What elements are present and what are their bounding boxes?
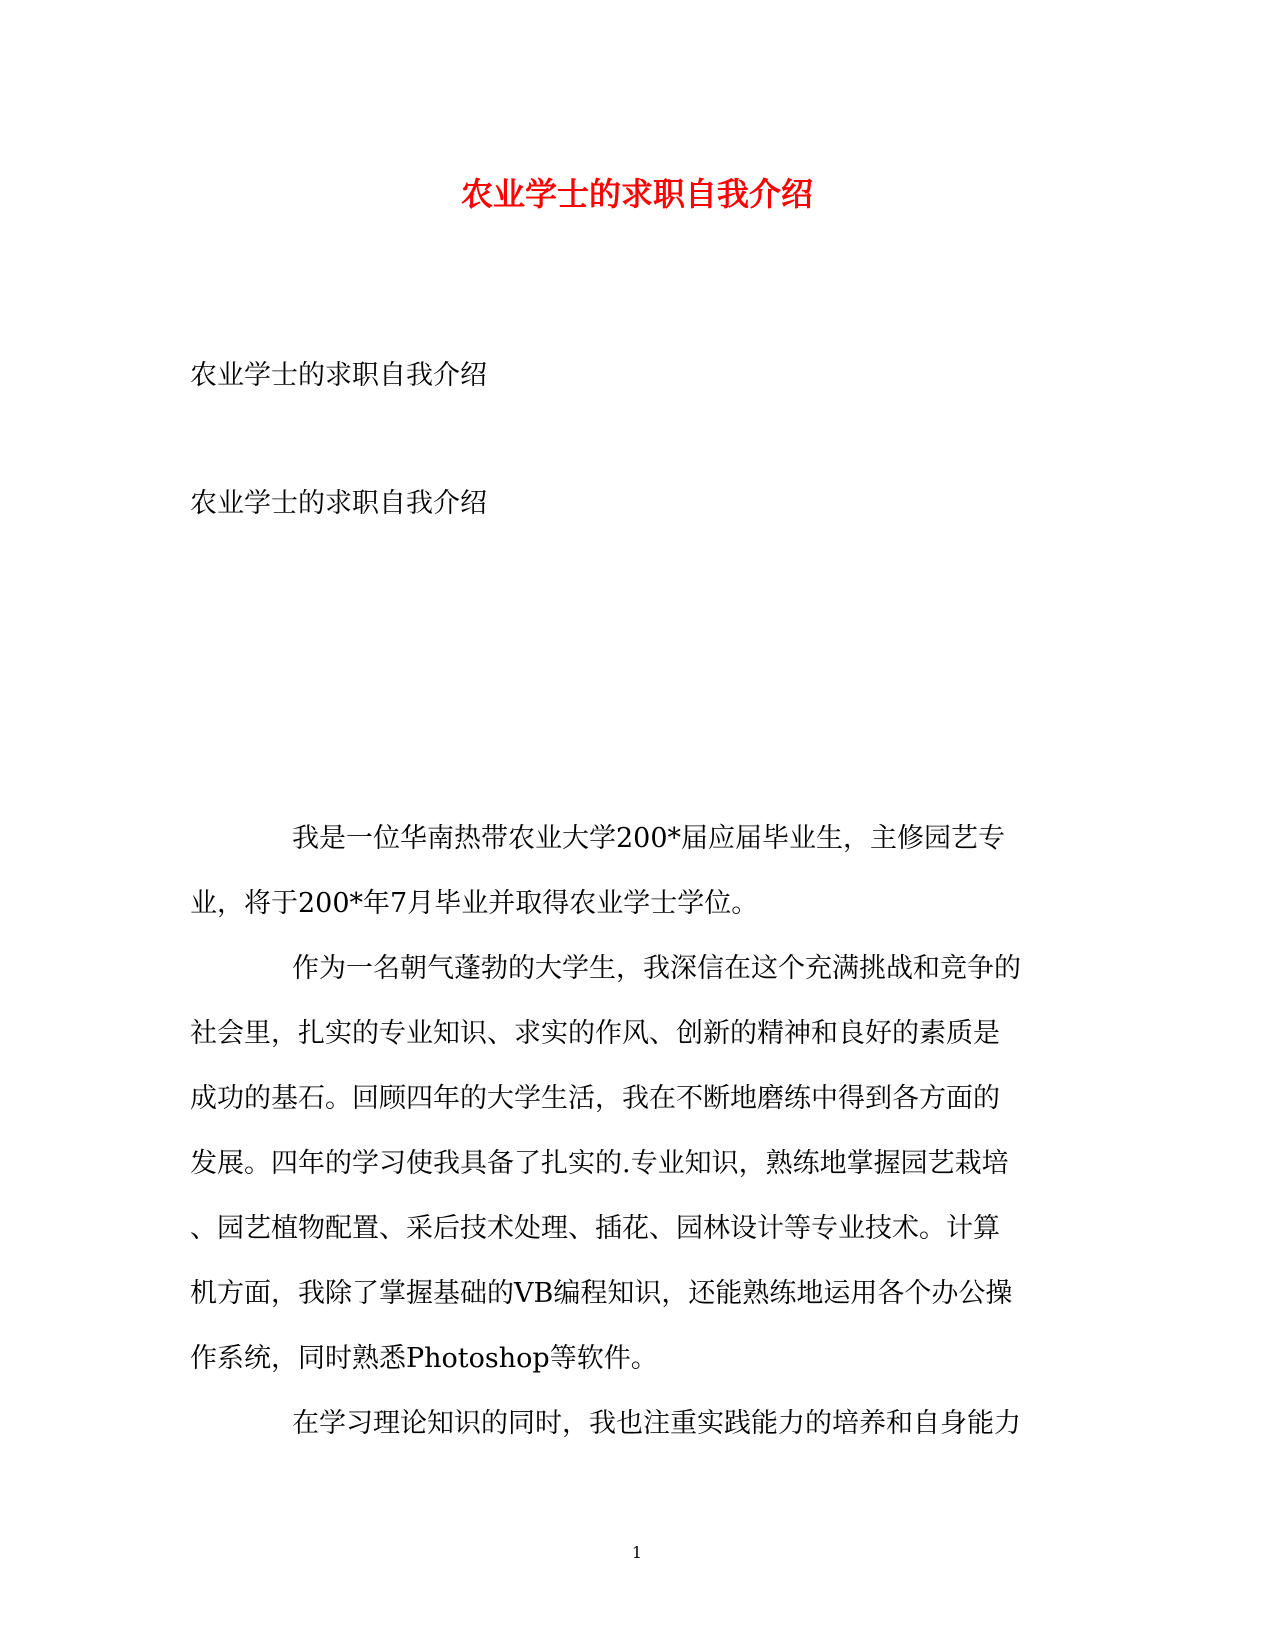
paragraph-line: 机方面，我除了掌握基础的VB编程知识，还能熟练地运用各个办公操	[190, 1278, 1013, 1309]
paragraph-line: 作为一名朝气蓬勃的大学生，我深信在这个充满挑战和竞争的	[292, 953, 1021, 984]
document-title: 农业学士的求职自我介绍	[460, 175, 813, 213]
paragraph-line: 、园艺植物配置、采后技术处理、插花、园林设计等专业技术。计算	[190, 1213, 1000, 1244]
page-number: 1	[631, 1543, 643, 1562]
paragraph-line: 社会里，扎实的专业知识、求实的作风、创新的精神和良好的素质是	[190, 1018, 1000, 1049]
paragraph-line: 在学习理论知识的同时，我也注重实践能力的培养和自身能力	[292, 1408, 1021, 1439]
paragraph-line: 成功的基石。回顾四年的大学生活，我在不断地磨练中得到各方面的	[190, 1083, 1000, 1114]
paragraph-line: 业，将于200*年7月毕业并取得农业学士学位。	[190, 888, 759, 919]
paragraph-line: 发展。四年的学习使我具备了扎实的.专业知识，熟练地掌握园艺栽培	[190, 1148, 1009, 1179]
paragraph-line: 作系统，同时熟悉Photoshop等软件。	[190, 1343, 658, 1374]
subheading-2: 农业学士的求职自我介绍	[190, 488, 487, 519]
body-text	[190, 806, 1090, 1456]
paragraph-line: 我是一位华南热带农业大学200*届应届毕业生，主修园艺专	[292, 823, 1006, 854]
subheading-1: 农业学士的求职自我介绍	[190, 360, 487, 391]
